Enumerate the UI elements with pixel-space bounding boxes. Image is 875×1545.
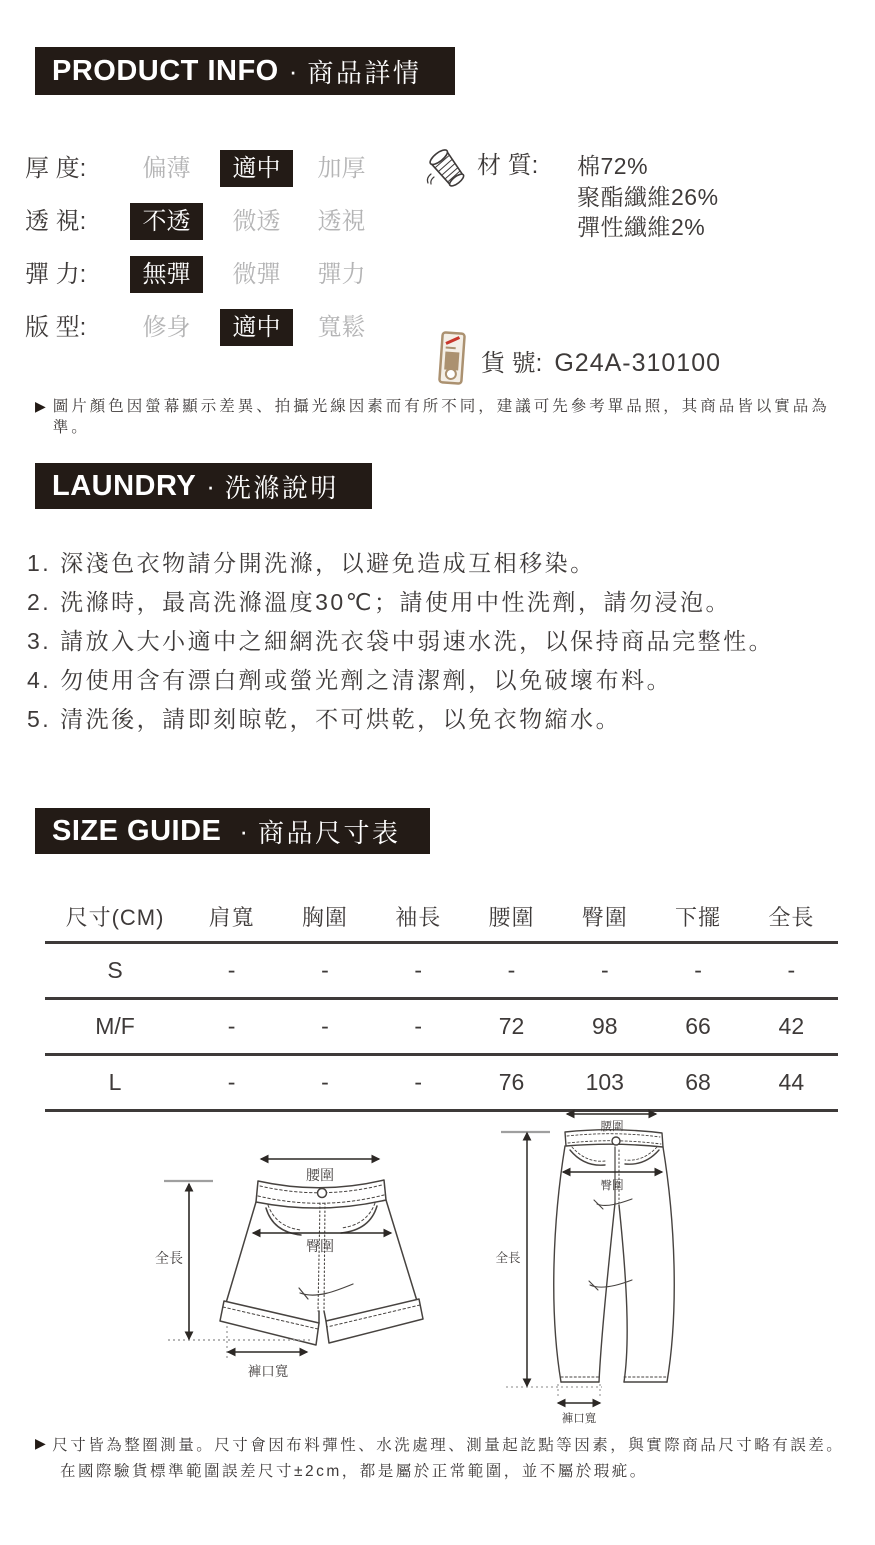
option-pill: 彈力 [317,261,366,288]
table-cell: - [414,1069,423,1095]
header-en: SIZE GUIDE [52,814,222,847]
size-cell: L [108,1069,122,1095]
table-cell: - [227,1069,236,1095]
laundry-item: 5. 清洗後，請即刻晾乾，不可烘乾，以免衣物縮水。 [27,706,622,732]
table-cell: - [321,957,329,983]
attribute-label: 厚 度: [25,155,87,182]
material-lines [577,151,719,243]
table-header-cell: 胸圍 [301,905,348,930]
laundry-item: 4. 勿使用含有漂白劑或螢光劑之清潔劑，以免破壞布料。 [27,667,673,693]
table-header-cell: 尺寸(CM) [65,905,165,930]
table-cell: - [414,957,423,983]
table-cell: - [507,957,516,983]
attribute-label: 透 視: [25,208,87,235]
option-pill: 微透 [232,208,281,235]
attribute-row-stretch [25,256,445,293]
item-number-value: G24A-310100 [554,349,722,377]
size-table-header-row [45,895,838,944]
option-pill-selected: 適中 [220,150,293,187]
table-cell: - [227,1013,236,1039]
hip-label: 臀圍 [600,1180,624,1192]
note-line2: 在國際驗貨標準範圍誤差尺寸±2cm，都是屬於正常範圍，並不屬於瑕疵。 [60,1463,648,1480]
attribute-label: 版 型: [25,314,87,341]
table-header-cell: 臀圍 [581,905,628,930]
table-cell: 72 [498,1013,525,1039]
product-info-header [35,47,455,95]
option-pill: 修身 [142,314,191,341]
color-disclaimer-note [35,396,855,438]
header-dot: · [288,55,298,86]
laundry-instruction-list [27,544,774,739]
laundry-item: 1. 深淺色衣物請分開洗滌，以避免造成互相移染。 [27,550,596,576]
size-cell: M/F [95,1013,135,1039]
arrow-marker-icon: ▶ [35,398,49,414]
header-dot: · [206,470,215,501]
table-cell: 42 [778,1013,805,1039]
waist-label: 腰圍 [306,1167,334,1183]
table-cell: 98 [591,1013,618,1039]
pants-line-art [490,1100,715,1445]
option-pill: 偏薄 [142,155,191,182]
table-header-cell: 全長 [768,905,815,930]
attribute-row-sheerness [25,203,445,240]
table-cell: - [694,957,702,983]
laundry-item: 3. 請放入大小適中之細網洗衣袋中弱速水洗，以保持商品完整性。 [27,628,775,654]
size-table-row-mf [45,1000,838,1056]
option-pill: 加厚 [317,155,366,182]
table-cell: - [414,1013,423,1039]
leg-opening-label: 褲口寬 [247,1364,289,1379]
material-line: 棉72% [577,153,649,179]
size-cell: S [107,957,123,983]
header-zh: 洗滌說明 [224,472,339,503]
price-tag-icon [432,330,472,391]
option-pill: 寬鬆 [317,314,366,341]
table-header-cell: 下擺 [675,905,722,930]
size-table-row-s [45,944,838,1000]
header-en: PRODUCT INFO [52,54,279,87]
table-cell: - [321,1013,329,1039]
option-pill-selected: 不透 [130,203,203,240]
option-pill-selected: 適中 [220,309,293,346]
table-cell: 66 [685,1013,711,1039]
laundry-item: 2. 洗滌時，最高洗滌溫度30℃；請使用中性洗劑，請勿浸泡。 [27,589,731,615]
leg-opening-label: 褲口寬 [561,1413,597,1425]
option-pill-selected: 無彈 [130,256,203,293]
table-header-cell: 肩寬 [208,905,255,930]
header-dot: · [239,815,249,846]
waist-label: 腰圍 [600,1121,624,1133]
shorts-line-art [150,1115,470,1405]
material-label: 材 質: [477,152,539,179]
table-cell: - [227,957,236,983]
table-cell: - [787,957,796,983]
size-table-row-l [45,1056,838,1112]
table-cell: 103 [585,1069,624,1095]
shorts-measurement-diagram [150,1115,470,1405]
material-line: 彈性纖維2% [577,214,706,240]
option-pill: 透視 [317,208,366,235]
table-header-cell: 袖長 [395,905,442,930]
laundry-header [35,463,372,509]
table-cell: 68 [685,1069,711,1095]
size-table [45,895,838,1112]
hip-label: 臀圍 [306,1238,334,1254]
material-line: 聚酯纖維26% [577,183,719,210]
table-cell: 44 [778,1069,805,1095]
attribute-row-thickness [25,150,445,187]
full-length-label: 全長 [155,1250,183,1266]
pants-measurement-diagram [490,1100,715,1445]
attribute-row-fit [25,309,445,346]
thread-spool-icon [424,146,472,197]
table-header-cell: 腰圍 [488,905,535,930]
size-guide-header [35,808,430,854]
option-pill: 微彈 [232,261,281,288]
item-number-label: 貨 號: [481,350,543,377]
header-en: LAUNDRY [52,469,197,502]
table-cell: - [321,1069,329,1095]
measurement-note [35,1433,855,1485]
attribute-label: 彈 力: [25,261,87,288]
table-cell: - [600,957,609,983]
item-number-row [481,343,721,378]
note-text: 圖片顏色因螢幕顯示差異、拍攝光線因素而有所不同，建議可先參考單品照，其商品皆以實品為準。 [52,398,830,436]
arrow-marker-icon: ▶ [35,1435,49,1451]
note-line1: 尺寸皆為整圈測量。尺寸會因布料彈性、水洗處理、測量起訖點等因素，與實際商品尺寸略有誤差。 [52,1437,845,1454]
header-zh: 商品詳情 [307,57,422,88]
header-zh: 商品尺寸表 [258,817,401,848]
full-length-label: 全長 [495,1251,521,1265]
table-cell: 76 [498,1069,525,1095]
